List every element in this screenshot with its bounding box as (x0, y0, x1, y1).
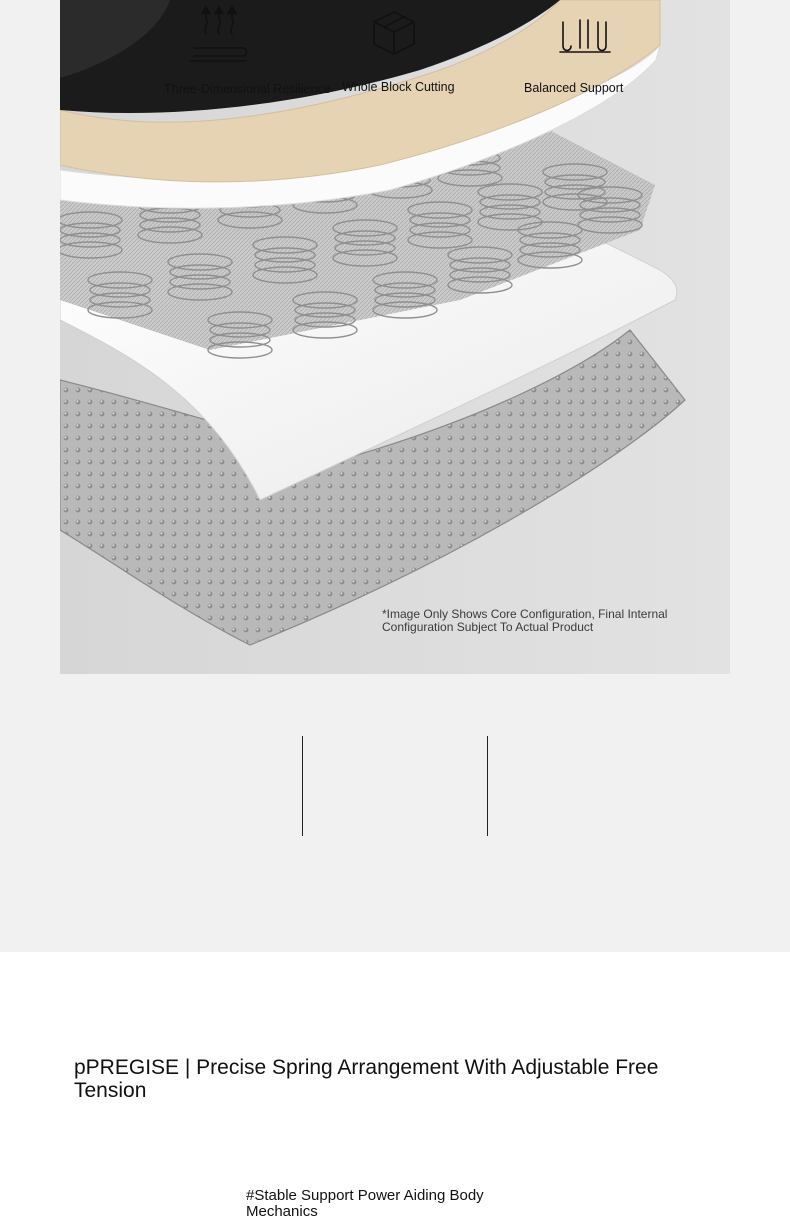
image-disclaimer: *Image Only Shows Core Configuration, Final Internal Configuration Subject To Actual Product (382, 607, 668, 634)
feature-balanced-support (488, 0, 668, 100)
feature-three-dimensional-resilience (150, 0, 331, 100)
feature-label: Balanced Support (524, 81, 624, 95)
feature-whole-block-cutting (303, 0, 487, 100)
feature-divider (487, 736, 488, 836)
spring-arrangement-section (0, 952, 790, 1220)
mattress-layers-illustration (60, 0, 730, 674)
feature-divider (302, 736, 303, 836)
feature-label: Whole Block Cutting (342, 80, 455, 94)
mattress-layers-image (60, 0, 730, 674)
section-headline: pPREGISE | Precise Spring Arrangement With Adjustable Free Tension (74, 1056, 659, 1102)
feature-label: Three-Dimensional Resilience (164, 82, 331, 96)
spring-support-icon (558, 16, 612, 61)
cube-icon (371, 10, 417, 61)
heat-rising-layers-icon (186, 4, 252, 69)
section-subhead: #Stable Support Power Aiding Body Mechanics (246, 1187, 484, 1220)
